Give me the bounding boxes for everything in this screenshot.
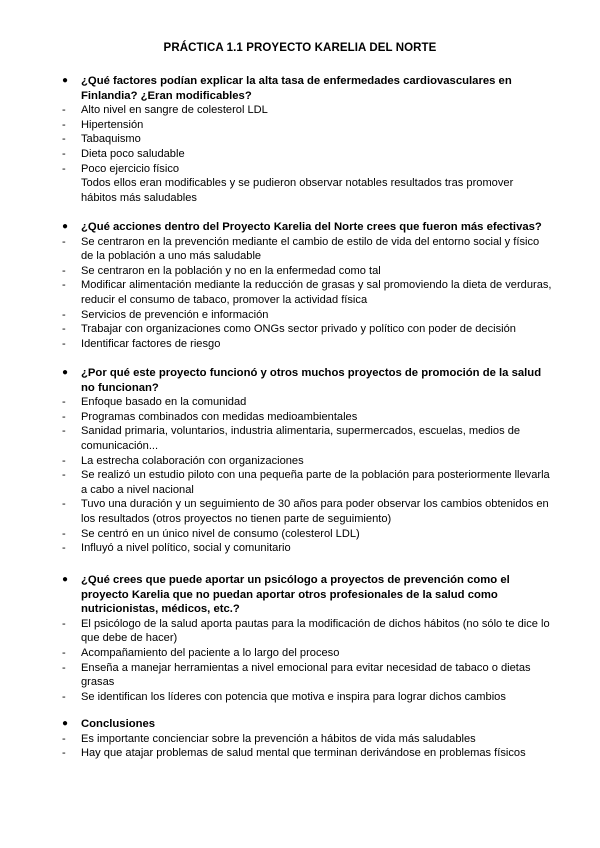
answer-list [62,103,552,176]
list-item: - Se realizó un estudio piloto con una pequeña parte de la población para posteriormente llevarla a cabo a nivel nacional [62,469,550,496]
dash-icon: - [62,425,66,438]
list-item: - Tabaquismo [62,133,141,146]
list-item: - Sanidad primaria, voluntarios, industria alimentaria, supermercados, escuelas, medios de comunicación... [62,425,521,452]
list-item: - La estrecha colaboración con organizaciones [62,454,304,467]
answer-list [62,395,552,556]
list-item: - Influyó a nivel político, social y comunitario [62,542,291,555]
section-psychologist [62,573,552,704]
dash-icon: - [62,454,66,467]
dash-icon: - [62,133,66,146]
answer-list [62,235,552,352]
answer-list [62,617,552,705]
bullet-icon: ● [62,221,69,232]
page-title: PRÁCTICA 1.1 PROYECTO KARELIA DEL NORTE [163,42,437,54]
dash-icon: - [62,396,66,409]
question-text: ¿Por qué este proyecto funcionó y otros muchos proyectos de promoción de la salud no funcionan? [81,367,542,394]
dash-icon: - [62,410,66,423]
dash-icon: - [62,323,66,336]
bullet-icon: ● [62,718,69,729]
question-heading [62,74,552,103]
list-item: - Es importante concienciar sobre la prevención a hábitos de vida más saludables [62,732,476,745]
list-item: - Modificar alimentación mediante la reducción de grasas y sal promoviendo la dieta de verduras, reducir el consumo de tabaco, promover la actividad física [62,279,552,306]
list-item: - Hay que atajar problemas de salud mental que terminan derivándose en problemas físicos [62,747,526,760]
dash-icon: - [62,498,66,511]
list-item: - Trabajar con organizaciones como ONGs sector privado y político con poder de decisión [62,323,516,336]
list-item: - Hipertensión [62,118,144,131]
question-text: Conclusiones [81,718,156,730]
dash-icon: - [62,162,66,175]
dash-icon: - [62,661,66,674]
question-heading [62,220,552,235]
dash-icon: - [62,690,66,703]
bullet-icon: ● [62,367,69,378]
bullet-icon: ● [62,574,69,585]
list-item: - Poco ejercicio físico [62,162,180,175]
list-item: - Enfoque basado en la comunidad [62,396,247,409]
list-item: - Se centraron en la población y no en la enfermedad como tal [62,264,381,277]
question-heading [62,573,552,617]
list-item: - Se centró en un único nivel de consumo (colesterol LDL) [62,527,360,540]
list-item: - El psicólogo de la salud aporta pautas para la modificación de dichos hábitos (no sólo te dice lo que debe de hacer) [62,617,550,645]
section-actions [62,220,552,351]
dash-icon: - [62,542,66,555]
question-text: ¿Qué factores podían explicar la alta tasa de enfermedades cardiovasculares en Finlandia? ¿Eran modificables? [81,75,512,102]
dash-icon: - [62,732,66,745]
question-heading [62,366,552,395]
list-item: - Identificar factores de riesgo [62,337,221,350]
dash-icon: - [62,235,66,248]
bullet-icon: ● [62,75,69,86]
dash-icon: - [62,147,66,160]
list-item: - Tuvo una duración y un seguimiento de 30 años para poder observar los cambios obtenidos en los resultados (otros proyectos no tienen parte de seguimiento) [62,498,549,525]
question-text: ¿Qué crees que puede aportar un psicólogo a proyectos de prevención como el proyecto Karelia que no puedan aportar otros profesionales de la salud como nutricionistas, médicos, etc.? [81,574,510,616]
dash-icon: - [62,469,66,482]
list-item: - Alto nivel en sangre de colesterol LDL [62,104,268,117]
dash-icon: - [62,264,66,277]
section-conclusions [62,717,552,761]
dash-icon: - [62,104,66,117]
list-item: - Programas combinados con medidas medioambientales [62,410,358,423]
dash-icon: - [62,308,66,321]
section-why-worked [62,366,552,556]
list-item: - Acompañamiento del paciente a lo largo del proceso [62,646,340,659]
dash-icon: - [62,279,66,292]
list-item: - Se identifican los líderes con potencia que motiva e inspira para lograr dichos cambios [62,690,506,703]
dash-icon: - [62,337,66,350]
dash-icon: - [62,747,66,760]
question-heading [62,717,552,732]
dash-icon: - [62,617,66,630]
section-note: Todos ellos eran modificables y se pudieron observar notables resultados tras promover hábitos más saludables [81,177,514,204]
dash-icon: - [62,527,66,540]
list-item: - Dieta poco saludable [62,147,185,160]
dash-icon: - [62,118,66,131]
list-item: - Se centraron en la prevención mediante el cambio de estilo de vida del entorno social y físico de la población a uno más saludable [62,235,540,263]
question-text: ¿Qué acciones dentro del Proyecto Karelia del Norte crees que fueron más efectivas? [81,221,542,233]
section-factors [62,74,552,205]
answer-list [62,732,552,761]
dash-icon: - [62,646,66,659]
list-item: - Servicios de prevención e información [62,308,269,321]
list-item: - Enseña a manejar herramientas a nivel emocional para evitar necesidad de tabaco o dietas grasas [62,661,531,689]
